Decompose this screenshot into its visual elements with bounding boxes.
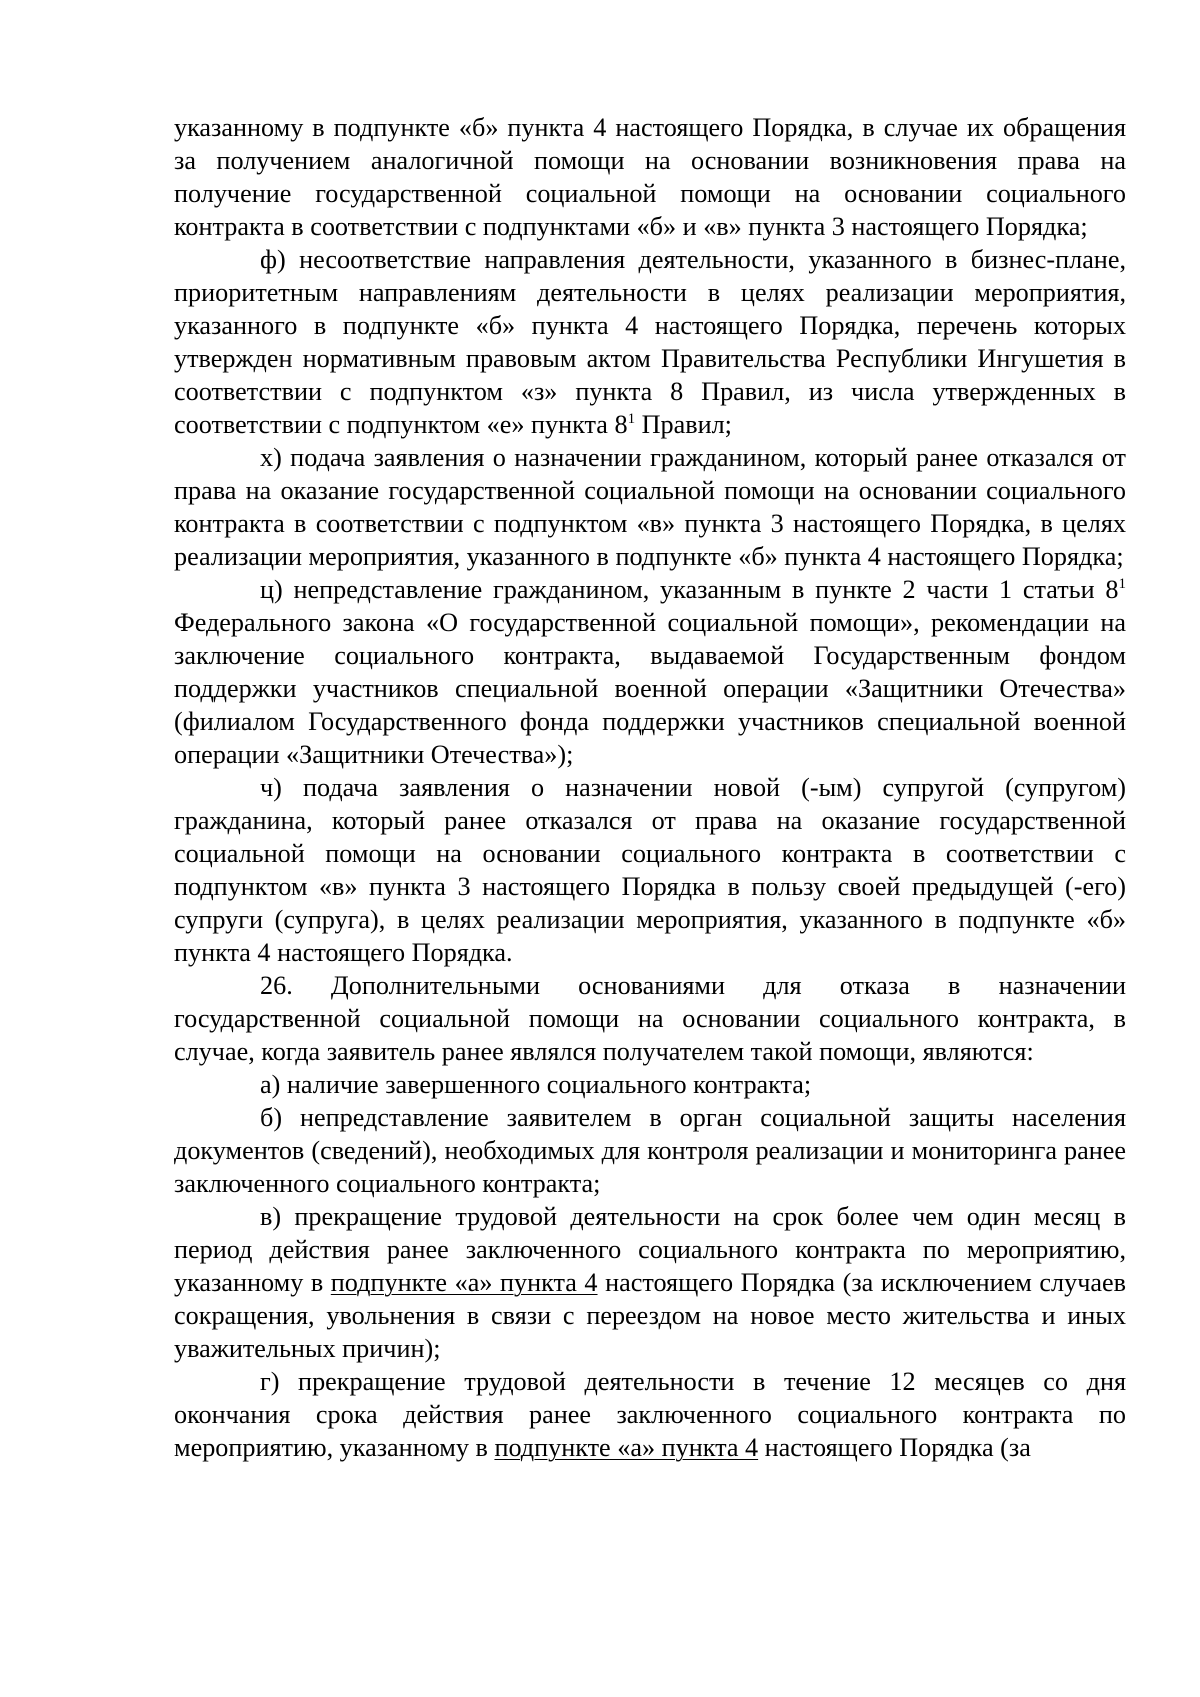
paragraph-text: ч) подача заявления о назначении новой (-ым) супругой (супругом) гражданина, который ранее отказался от права на оказание государственной социальной помощи на основании социального контракта в соответствии с подпунктом «в» пункта 3 настоящего Порядка в пользу своей предыдущей (-его) супруги (супруга), в целях реализации мероприятия, указанного в подпункте «б» пункта 4 настоящего Порядка. (174, 773, 1126, 967)
document-paragraph (174, 441, 1126, 573)
document-page (174, 111, 1126, 1464)
document-paragraph (174, 969, 1126, 1068)
paragraph-text: х) подача заявления о назначении гражданином, который ранее отказался от права на оказание государственной социальной помощи на основании социального контракта в соответствии с подпунктом «в» пункта 3 настоящего Порядка, в целях реализации мероприятия, указанного в подпункте «б» пункта 4 настоящего Порядка; (174, 443, 1126, 571)
paragraph-text: б) непредставление заявителем в орган социальной защиты населения документов (сведений), необходимых для контроля реализации и мониторинга ранее заключенного социального контракта; (174, 1103, 1126, 1198)
paragraph-text: а) наличие завершенного социального контракта; (260, 1070, 812, 1099)
paragraph-text: Правил; (635, 410, 732, 439)
document-paragraph (174, 1068, 1126, 1101)
paragraph-text: в) прекращение трудовой деятельности на срок более чем один месяц в период действия ранее заключенного социального контракта по мероприятию, указанному в (174, 1202, 1126, 1297)
superscript-index: 1 (1118, 576, 1126, 592)
paragraph-text: указанному в подпункте «б» пункта 4 настоящего Порядка, в случае их обращения за получением аналогичной помощи на основании возникновения права на получение государственной социальной помощи на основании социального контракта в соответствии с подпунктами «б» и «в» пункта 3 настоящего Порядка; (174, 113, 1126, 241)
paragraph-text: ц) непредставление гражданином, указанным в пункте 2 части 1 статьи 8 (260, 575, 1119, 604)
paragraph-text: г) прекращение трудовой деятельности в течение 12 месяцев со дня окончания срока действия ранее заключенного социального контракта по мероприятию, указанному в (174, 1367, 1126, 1462)
document-paragraph (174, 1365, 1126, 1464)
paragraph-text: настоящего Порядка (за исключением случаев сокращения, увольнения в связи с переездом на новое место жительства и иных уважительных причин); (174, 1268, 1126, 1363)
document-paragraph (174, 573, 1126, 771)
paragraph-text: 26. Дополнительными основаниями для отказа в назначении государственной социальной помощи на основании социального контракта, в случае, когда заявитель ранее являлся получателем такой помощи, являются: (174, 971, 1126, 1066)
paragraph-text: Федерального закона «О государственной социальной помощи», рекомендации на заключение социального контракта, выдаваемой Государственным фондом поддержки участников специальной военной операции «Защитники Отечества» (филиалом Государственного фонда поддержки участников специальной военной операции «Защитники Отечества»); (174, 608, 1126, 769)
cross-reference-link[interactable]: подпункте «а» пункта 4 (494, 1433, 759, 1462)
cross-reference-link[interactable]: подпункте «а» пункта 4 (330, 1268, 598, 1297)
document-paragraph (174, 243, 1126, 441)
paragraph-text: ф) несоответствие направления деятельности, указанного в бизнес-плане, приоритетным направлениям деятельности в целях реализации мероприятия, указанного в подпункте «б» пункта 4 настоящего Порядка, перечень которых утвержден нормативным правовым актом Правительства Республики Ингушетия в соответствии с подпунктом «з» пункта 8 Правил, из числа утвержденных в соответствии с подпунктом «е» пункта 8 (174, 245, 1126, 439)
document-paragraph (174, 771, 1126, 969)
document-paragraph (174, 1101, 1126, 1200)
document-paragraph (174, 111, 1126, 243)
paragraph-text: настоящего Порядка (за (758, 1433, 1031, 1462)
superscript-index: 1 (627, 411, 636, 427)
document-paragraph (174, 1200, 1126, 1365)
